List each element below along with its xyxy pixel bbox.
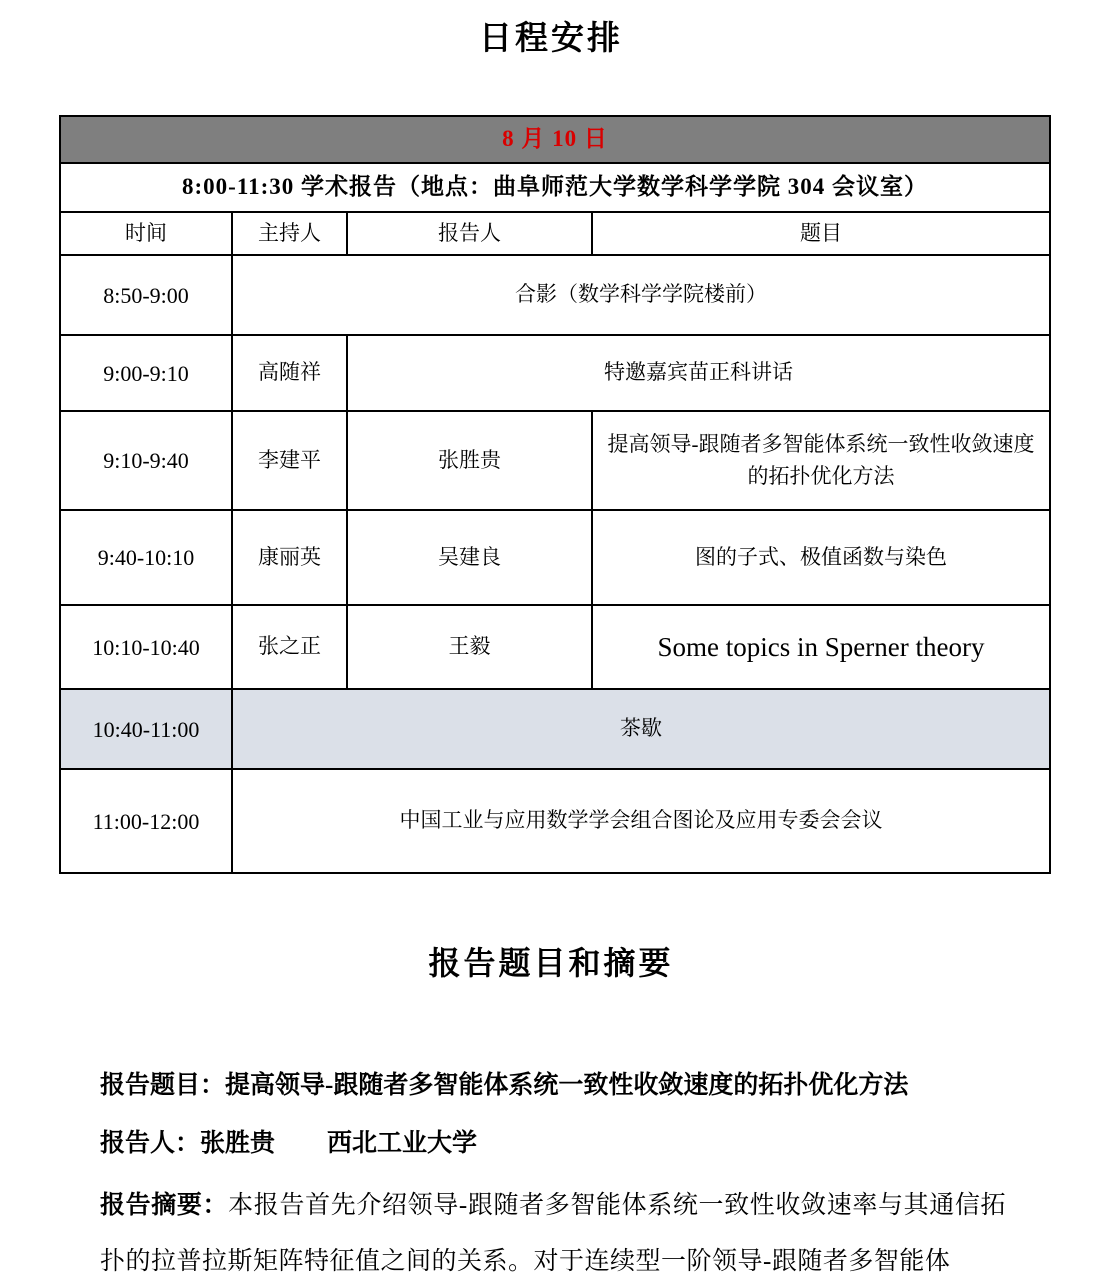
date-header-row bbox=[60, 116, 1050, 163]
schedule-row bbox=[60, 411, 1050, 510]
section-title: 报告题目和摘要 bbox=[428, 945, 674, 981]
speaker-line bbox=[100, 1128, 1006, 1160]
abstract-text: 本报告首先介绍领导-跟随者多智能体系统一致性收敛速率与其通信拓扑的拉普拉斯矩阵特征值之间的关系。对于连续型一阶领导-跟随者多智能体 bbox=[100, 1192, 1006, 1275]
schedule-row bbox=[60, 510, 1050, 605]
schedule-row bbox=[60, 255, 1050, 335]
abstract-paragraph bbox=[100, 1178, 1006, 1285]
merged-cell: 中国工业与应用数学学会组合图论及应用专委会会议 bbox=[232, 769, 1050, 873]
speaker-cell: 吴建良 bbox=[347, 510, 592, 605]
col-header-speaker: 报告人 bbox=[347, 212, 592, 255]
schedule-row bbox=[60, 605, 1050, 689]
topic-cell: 图的子式、极值函数与染色 bbox=[592, 510, 1050, 605]
talk-title-value: 提高领导-跟随者多智能体系统一致性收敛速度的拓扑优化方法 bbox=[225, 1072, 909, 1099]
topic-cell: 提高领导-跟随者多智能体系统一致性收敛速度的拓扑优化方法 bbox=[592, 411, 1050, 510]
schedule-table bbox=[59, 115, 1051, 874]
col-header-time: 时间 bbox=[60, 212, 232, 255]
speaker-affiliation: 西北工业大学 bbox=[327, 1130, 478, 1157]
column-header-row bbox=[60, 212, 1050, 255]
session-info: 8:00-11:30 学术报告（地点：曲阜师范大学数学科学学院 304 会议室） bbox=[60, 163, 1050, 212]
merged-cell: 茶歇 bbox=[232, 689, 1050, 769]
time-cell: 10:40-11:00 bbox=[60, 689, 232, 769]
date-header: 8 月 10 日 bbox=[60, 116, 1050, 163]
talk-title-line bbox=[100, 1070, 1006, 1102]
time-cell: 9:40-10:10 bbox=[60, 510, 232, 605]
schedule-row bbox=[60, 689, 1050, 769]
speaker-cell: 王毅 bbox=[347, 605, 592, 689]
speaker-label: 报告人： bbox=[100, 1130, 201, 1157]
talk-title-label: 报告题目： bbox=[100, 1072, 226, 1099]
speaker-name: 张胜贵 bbox=[200, 1130, 276, 1157]
host-cell: 张之正 bbox=[232, 605, 347, 689]
abstract-label: 报告摘要： bbox=[100, 1192, 229, 1219]
col-header-host: 主持人 bbox=[232, 212, 347, 255]
host-cell: 李建平 bbox=[232, 411, 347, 510]
topic-cell: Some topics in Sperner theory bbox=[592, 605, 1050, 689]
schedule-row bbox=[60, 335, 1050, 411]
session-info-row bbox=[60, 163, 1050, 212]
host-cell: 康丽英 bbox=[232, 510, 347, 605]
schedule-body bbox=[60, 255, 1050, 873]
page-title: 日程安排 bbox=[479, 21, 623, 57]
time-cell: 10:10-10:40 bbox=[60, 605, 232, 689]
merged-cell: 合影（数学科学学院楼前） bbox=[232, 255, 1050, 335]
time-cell: 9:00-9:10 bbox=[60, 335, 232, 411]
time-cell: 8:50-9:00 bbox=[60, 255, 232, 335]
schedule-row bbox=[60, 769, 1050, 873]
col-header-topic: 题目 bbox=[592, 212, 1050, 255]
speaker-cell: 张胜贵 bbox=[347, 411, 592, 510]
host-cell: 高随祥 bbox=[232, 335, 347, 411]
time-cell: 9:10-9:40 bbox=[60, 411, 232, 510]
merged-cell: 特邀嘉宾苗正科讲话 bbox=[347, 335, 1050, 411]
time-cell: 11:00-12:00 bbox=[60, 769, 232, 873]
